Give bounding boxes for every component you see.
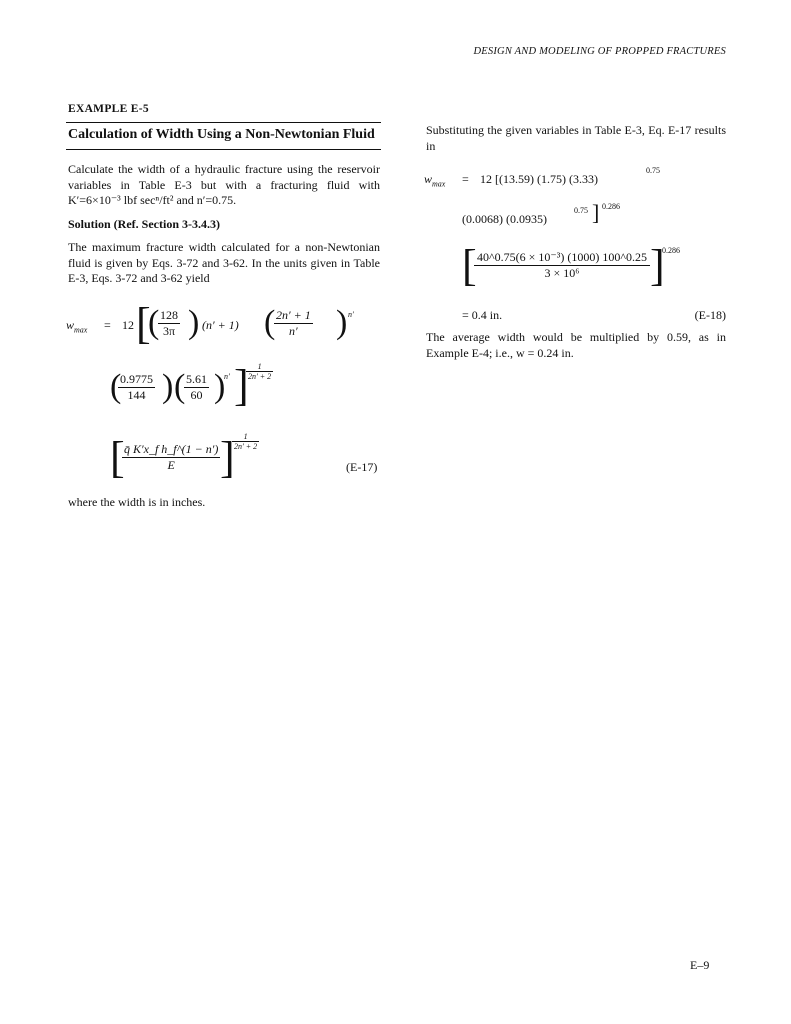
e17-exp-n: n′ xyxy=(224,372,230,381)
e17-frac2: $\frac{2n' + 1}{n'}$ xyxy=(276,308,311,338)
e17-paren: ( xyxy=(264,304,276,341)
where-text: where the width is in inches. xyxy=(68,495,206,509)
e17-bracket-open: [ xyxy=(136,299,151,348)
e17-paren: ) xyxy=(214,368,226,405)
solution-text: The maximum fracture width calculated for a non-Newtonian fluid is given by Eqs. 3-72 and 3-62. In the units given in Table E-3, Eqs. 3-72 and 3-62 yield xyxy=(68,240,380,285)
running-header: DESIGN AND MODELING OF PROPPED FRACTURES xyxy=(473,46,726,57)
title-rule-bottom xyxy=(66,149,381,150)
e17-paren: ) xyxy=(336,304,348,341)
equation-e17-line2 xyxy=(110,361,280,416)
e17-lhs: $w_{max}$ xyxy=(66,318,88,335)
substituting-text: Substituting the given variables in Table E-3, Eq. E-17 results in xyxy=(426,123,726,153)
equation-e18-line3 xyxy=(462,241,722,290)
e18-frac: $\frac{\text{40\textasciicircum{}0.75(6 × 10⁻³) (1000) 100\textasciicircum{}0.25}}{\text{3 × 10⁶}}$ xyxy=(474,250,650,281)
solution-heading: Solution (Ref. Section 3-3.4.3) xyxy=(68,217,220,231)
title-rule-top xyxy=(66,122,381,123)
e17-paren: ( xyxy=(174,368,186,405)
e17-equals: = xyxy=(104,318,111,332)
e17-bracket-open: [ xyxy=(110,433,125,482)
page-number: E–9 xyxy=(690,958,710,972)
e17-frac4: $\frac{5.61}{60}$ xyxy=(186,372,207,402)
e18-result: = 0.4 in. xyxy=(462,308,503,322)
e18-bracket-close: ] xyxy=(592,200,600,225)
e17-outer-exp2: $\frac{1}{2n' + 2}$ xyxy=(234,432,258,451)
equation-e17-line3 xyxy=(110,432,380,486)
problem-statement: Calculate the width of a hydraulic fracture using the reservoir variables in Table E-3 but with a fracturing fluid with K′=6×10⁻³ lbf secⁿ/ft² and n′=0.75. xyxy=(68,162,380,207)
e17-frac1: $\frac{128}{3\pi}$ xyxy=(160,308,178,338)
e17-paren: ) xyxy=(162,368,174,405)
e17-paren: ) xyxy=(188,304,200,341)
example-label: EXAMPLE E-5 xyxy=(68,103,149,115)
e18-line1-exp: 0.75 xyxy=(646,166,660,175)
equation-e18-result xyxy=(462,308,726,324)
e17-paren: ( xyxy=(148,304,160,341)
e18-frac-exp: 0.286 xyxy=(662,246,680,255)
e18-line1: 12 [(13.59) (1.75) (3.33) xyxy=(480,172,598,186)
e18-bracket-open: [ xyxy=(462,241,477,290)
e17-coef: 12 xyxy=(122,318,134,332)
e17-exp-n: n′ xyxy=(348,310,354,319)
e17-term2: (n′ + 1) xyxy=(202,318,239,332)
e18-lhs: $w_{max}$ xyxy=(424,172,446,189)
equation-e17-line1 xyxy=(66,296,386,356)
equation-label-e17: (E-17) xyxy=(346,460,378,474)
e18-equals: = xyxy=(462,172,469,186)
e17-bracket-close: ] xyxy=(234,361,249,410)
e17-frac3: $\frac{0.9775}{144}$ xyxy=(120,372,153,402)
average-width-text: The average width would be multiplied by 0.59, as in Example E-4; i.e., w = 0.24 in. xyxy=(426,330,726,360)
example-title: Calculation of Width Using a Non-Newtonian Fluid xyxy=(68,127,375,142)
equation-label-e18: (E-18) xyxy=(694,308,726,322)
e18-line2-exp: 0.75 xyxy=(574,206,588,215)
e18-line2: (0.0068) (0.0935) xyxy=(462,212,547,226)
e17-frac5: $\frac{\text{q̄ K′x\_f h\_f\textasciicircum{}(1 − n′)}}{E}$ xyxy=(124,442,219,472)
e17-paren: ( xyxy=(110,368,122,405)
e18-bracket-close: ] xyxy=(650,241,665,290)
e17-bracket-close: ] xyxy=(220,433,235,482)
e17-outer-exp1: $\frac{1}{2n' + 2}$ xyxy=(248,362,272,381)
e18-line2-outer-exp: 0.286 xyxy=(602,202,620,211)
equation-e18-line2 xyxy=(462,200,722,230)
equation-e18-line1 xyxy=(424,166,724,192)
